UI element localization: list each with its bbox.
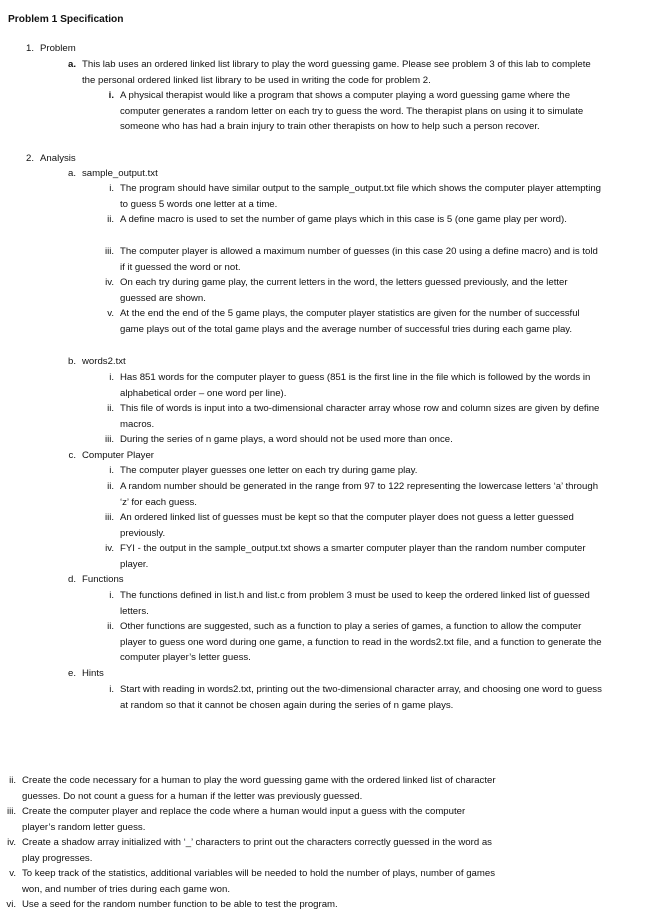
subitem-marker: ii. — [107, 621, 114, 632]
subitem-marker: v. — [107, 308, 114, 319]
analysis-a-subitem — [84, 244, 604, 275]
subitem-text: The computer player guesses one letter on each try during game play. — [120, 465, 418, 476]
analysis-d-subitem — [84, 588, 604, 619]
item-marker: d. — [67, 574, 76, 585]
subitem-marker: iv. — [105, 543, 114, 554]
section-label: Analysis — [40, 153, 76, 164]
bottom-marker: ii. — [9, 775, 16, 786]
bottom-list-item — [0, 897, 500, 913]
analysis-c-subitem — [84, 510, 604, 541]
bottom-marker: vi. — [6, 899, 16, 910]
analysis-a-subitem — [84, 306, 604, 337]
analysis-item-e — [40, 666, 600, 682]
problem-a-subitem — [84, 88, 604, 135]
subitem-text: A define macro is used to set the number of game plays which in this case is 5 (one game play per word). — [120, 214, 567, 225]
subitem-marker: iii. — [104, 434, 114, 445]
subitem-text: At the end the end of the 5 game plays, the computer player statistics are given for the number of successful game plays out of the total game plays and the average number of successful tries during each game play. — [120, 308, 580, 335]
item-marker: b. — [67, 356, 76, 367]
subitem-text: The functions defined in list.h and list.c from problem 3 must be used to keep the ordered linked list of guessed letters. — [120, 590, 590, 617]
subitem-marker: ii. — [107, 481, 114, 492]
subitem-text: An ordered linked list of guesses must be kept so that the computer player does not guess a letter guessed previously. — [120, 512, 574, 539]
subitem-marker: iii. — [104, 512, 114, 523]
bottom-marker: iv. — [7, 837, 16, 848]
bottom-list-item — [0, 835, 500, 866]
subitem-text: Other functions are suggested, such as a function to play a series of games, a function to allow the computer player to guess one word during one game, a function to read in the words2.txt file, and a function to generate the computer player’s letter guess. — [120, 621, 602, 664]
subitem-text: A random number should be generated in the range from 97 to 122 representing the lowercase letters ‘a’ through ‘z’ for each guess. — [120, 481, 599, 508]
subitem-marker: i. — [109, 372, 114, 383]
subitem-text: Start with reading in words2.txt, printing out the two-dimensional character array, and choosing one word to guess at random so that it cannot be chosen again during the series of n game plays. — [120, 684, 602, 711]
subitem-marker: i. — [109, 590, 114, 601]
section-label: Problem — [40, 43, 76, 54]
subitem-text: The computer player is allowed a maximum number of guesses (in this case 20 using a define macro) and is told if it guessed the word or not. — [120, 246, 598, 273]
bottom-text: Create the computer player and replace the code where a human would input a guess with the computer player’s random letter guess. — [22, 806, 466, 833]
subitem-text: A physical therapist would like a program that shows a computer playing a word guessing game where the computer generates a random letter on each try to guess the word. The therapist plans on using it to simulate someone who has had a brain injury to train other therapists on how to help such a person recover. — [120, 90, 584, 133]
analysis-d-subitem — [84, 619, 604, 666]
section-marker: 1. — [25, 43, 34, 54]
subitem-marker: i. — [109, 183, 114, 194]
subitem-text: On each try during game play, the current letters in the word, the letters guessed previously, and the letter guessed are shown. — [120, 277, 568, 304]
analysis-b-subitem — [84, 370, 604, 401]
bottom-marker: iii. — [6, 806, 16, 817]
analysis-c-subitem — [84, 541, 604, 572]
subitem-marker: ii. — [107, 214, 114, 225]
bottom-list-item — [0, 773, 500, 804]
bottom-list-item — [0, 804, 500, 835]
bottom-text: Use a seed for the random number function to be able to test the program. — [22, 899, 338, 910]
subitem-text: This file of words is input into a two-dimensional character array whose row and column sizes are given by define macros. — [120, 403, 600, 430]
analysis-item-c — [40, 448, 600, 464]
subitem-marker: i. — [109, 465, 114, 476]
page-title: Problem 1 Specification — [8, 14, 124, 25]
analysis-a-subitem — [84, 181, 604, 212]
subitem-marker: ii. — [107, 403, 114, 414]
subitem-text: During the series of n game plays, a word should not be used more than once. — [120, 434, 453, 445]
item-label: sample_output.txt — [82, 168, 158, 179]
bottom-list-item — [0, 866, 500, 897]
analysis-b-subitem — [84, 432, 604, 448]
subitem-text: FYI - the output in the sample_output.txt shows a smarter computer player than the random number computer player. — [120, 543, 586, 570]
subitem-text: The program should have similar output to the sample_output.txt file which shows the computer player attempting to guess 5 words one letter at a time. — [120, 183, 602, 210]
item-marker: a. — [67, 59, 76, 70]
analysis-e-subitem — [84, 682, 604, 713]
subitem-marker: iii. — [104, 246, 114, 257]
analysis-item-d — [40, 572, 600, 588]
bottom-text: Create the code necessary for a human to play the word guessing game with the ordered linked list of character guesses. Do not count a guess for a human if the letter was previously guessed. — [22, 775, 496, 802]
item-label: words2.txt — [82, 356, 126, 367]
analysis-c-subitem — [84, 479, 604, 510]
section-marker: 2. — [25, 153, 34, 164]
item-label: Functions — [82, 574, 124, 585]
analysis-c-subitem — [84, 463, 604, 479]
item-marker: a. — [67, 168, 76, 179]
subitem-marker: i. — [109, 684, 114, 695]
analysis-a-subitem — [84, 212, 604, 228]
bottom-text: Create a shadow array initialized with ‘_’ characters to print out the characters correctly guessed in the word as play progresses. — [22, 837, 492, 864]
problem-item-a — [40, 57, 600, 88]
bottom-marker: v. — [9, 868, 16, 879]
subitem-text: Has 851 words for the computer player to guess (851 is the first line in the file which is followed by the words in alphabetical order – one word per line). — [120, 372, 591, 399]
section-problem — [0, 41, 600, 57]
subitem-marker: iv. — [105, 277, 114, 288]
item-text: This lab uses an ordered linked list library to play the word guessing game. Please see problem 3 of this lab to complete the personal ordered linked list library to be used in writing the code for problem 2. — [82, 59, 591, 86]
item-marker: e. — [67, 668, 76, 679]
item-marker: c. — [68, 450, 76, 461]
bottom-text: To keep track of the statistics, additional variables will be needed to hold the number of plays, number of games won, and number of tries during each game won. — [22, 868, 496, 895]
subitem-marker: i. — [108, 90, 114, 101]
analysis-b-subitem — [84, 401, 604, 432]
analysis-a-subitem — [84, 275, 604, 306]
item-label: Computer Player — [82, 450, 154, 461]
item-label: Hints — [82, 668, 104, 679]
section-analysis — [0, 151, 600, 167]
analysis-item-a — [40, 166, 600, 182]
analysis-item-b — [40, 354, 600, 370]
